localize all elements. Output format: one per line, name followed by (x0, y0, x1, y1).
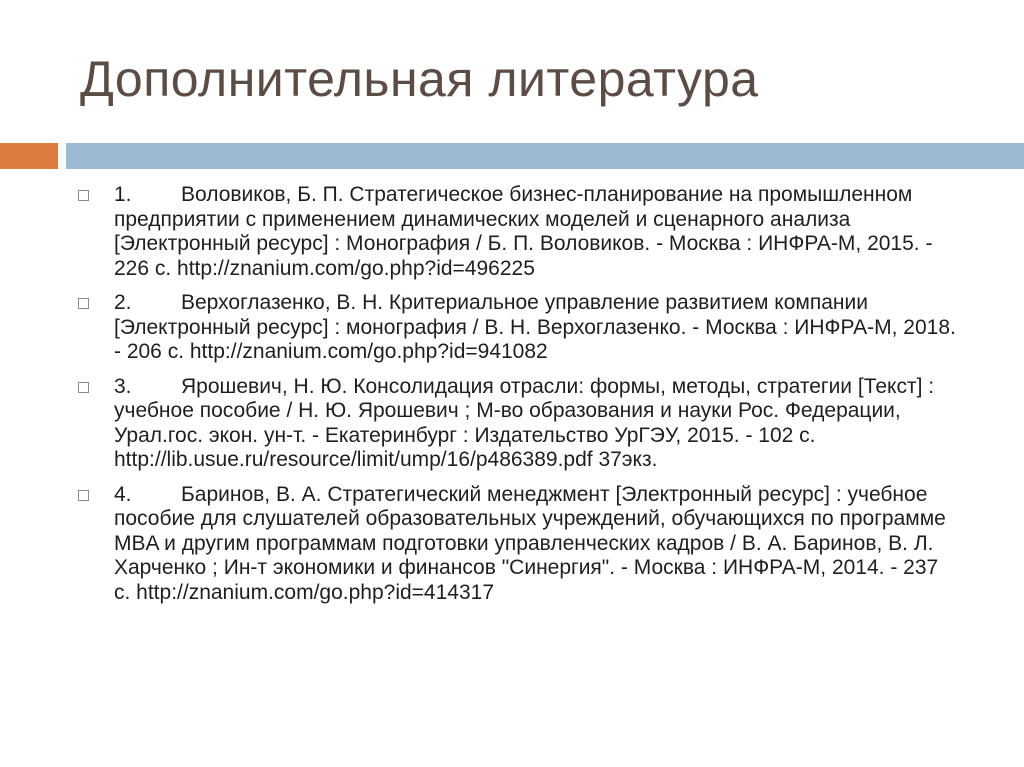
reference-text: Баринов, В. А. Стратегический менеджмент [Электронный ресурс] : учебное пособие для слушателей образовательных учреждений, обучающихся по программе MBA и другим программам подготовки управленческих кадров / В. А. Баринов, В. Л. Харченко ; Ин-т экономики и финансов "Синергия". - Москва : ИНФРА-М, 2014. - 237 с. http://znanium.com/go.php?id=414317 (114, 482, 946, 604)
square-bullet-icon (78, 490, 89, 501)
square-bullet-icon (78, 298, 89, 309)
reference-number: 3. (114, 374, 132, 398)
reference-number: 1. (114, 183, 132, 206)
list-item (78, 483, 958, 606)
reference-text: Воловиков, Б. П. Стратегическое бизнес-планирование на промышленном предприятии с применением динамических моделей и сценарного анализа [Электронный ресурс] : Монография / Б. П. Воловиков. - Москва : ИНФРА-М, 2015. - 226 с. http://znanium.com/go.php?id=496225 (114, 183, 933, 280)
square-bullet-icon (78, 382, 89, 393)
reference-text: Ярошевич, Н. Ю. Консолидация отрасли: формы, методы, стратегии [Текст] : учебное пособие / Н. Ю. Ярошевич ; М-во образования и науки Рос. Федерации, Урал.гос. экон. ун-т. - Екатеринбург : Издательство УрГЭУ, 2015. - 102 с. http://lib.usue.ru/resource/limit/ump/16/p486389.pdf 37экз. (114, 374, 935, 471)
reference-number: 2. (114, 291, 132, 314)
accent-bar-blue (66, 143, 1024, 169)
reference-list (78, 183, 958, 615)
list-item (78, 291, 958, 365)
list-item (78, 183, 958, 281)
square-bullet-icon (78, 190, 89, 201)
accent-bar-orange (0, 143, 58, 169)
reference-number: 4. (114, 482, 132, 506)
reference-text: Верхоглазенко, В. Н. Критериальное управление развитием компании [Электронный ресурс] : монография / В. Н. Верхоглазенко. - Москва : ИНФРА-М, 2018. - 206 с. http://znanium.com/go.php?id=941082 (114, 291, 956, 363)
page-title: Дополнительная литература (80, 51, 759, 107)
list-item (78, 375, 958, 473)
